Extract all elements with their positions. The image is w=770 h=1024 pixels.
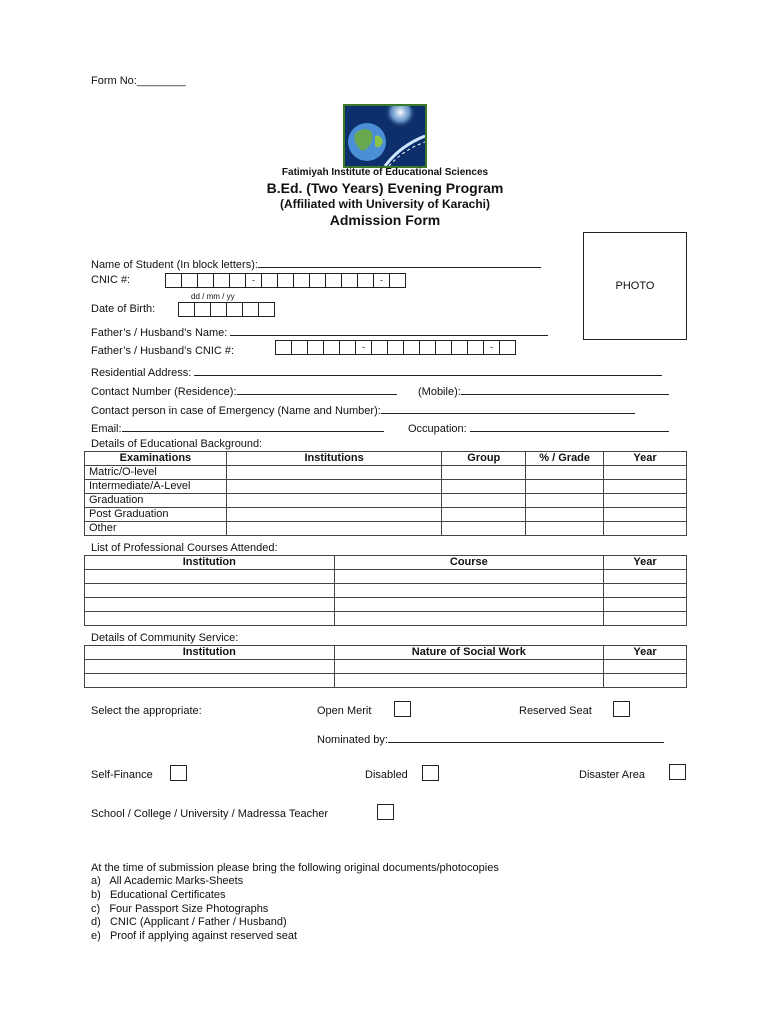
- form-no-label: Form No:________: [91, 75, 186, 87]
- cnic-input[interactable]: - -: [166, 273, 406, 288]
- dob-input[interactable]: [179, 302, 275, 317]
- occupation-field[interactable]: Occupation:: [408, 420, 669, 435]
- list-item: e) Proof if applying against reserved seat: [91, 930, 298, 942]
- reserved-seat-checkbox[interactable]: [613, 701, 630, 717]
- header-course: Course: [334, 556, 604, 570]
- table-row[interactable]: [85, 612, 687, 626]
- emergency-contact-field[interactable]: Contact person in case of Emergency (Name and Number):: [91, 402, 635, 417]
- table-row[interactable]: [85, 660, 687, 674]
- table-header-row: [85, 556, 687, 570]
- email-field[interactable]: Email:: [91, 420, 384, 435]
- program-title: B.Ed. (Two Years) Evening Program: [266, 180, 504, 196]
- photo-box[interactable]: [583, 232, 687, 340]
- header-examinations: Examinations: [85, 452, 227, 466]
- select-appropriate-label: Select the appropriate:: [91, 705, 202, 717]
- address-field[interactable]: Residential Address:: [91, 364, 662, 379]
- header-social-work: Nature of Social Work: [334, 646, 604, 660]
- disabled-checkbox[interactable]: [422, 765, 439, 781]
- father-name-field[interactable]: Father’s / Husband’s Name:: [91, 324, 548, 339]
- father-cnic-label: Father’s / Husband’s CNIC #:: [91, 345, 235, 357]
- header-grade: % / Grade: [526, 452, 604, 466]
- table-row[interactable]: Other: [85, 522, 687, 536]
- disaster-area-label: Disaster Area: [579, 769, 646, 781]
- documents-intro: At the time of submission please bring the following original documents/photocopies: [91, 862, 499, 874]
- globe-logo-icon: [345, 106, 425, 166]
- community-heading: Details of Community Service:: [91, 632, 239, 644]
- header-institution: Institution: [85, 556, 335, 570]
- nominated-by-field[interactable]: Nominated by:: [317, 731, 664, 746]
- education-table: [84, 451, 687, 536]
- list-item: a) All Academic Marks-Sheets: [91, 875, 244, 887]
- header-year: Year: [604, 556, 687, 570]
- institute-logo: [343, 104, 427, 168]
- table-row[interactable]: [85, 570, 687, 584]
- institute-name: Fatimiyah Institute of Educational Sciences: [281, 167, 489, 178]
- dob-format-hint: dd / mm / yy: [191, 292, 235, 301]
- community-table: [84, 645, 687, 688]
- reserved-seat-label: Reserved Seat: [519, 705, 592, 717]
- courses-table: [84, 555, 687, 626]
- teacher-checkbox[interactable]: [377, 804, 394, 820]
- open-merit-label: Open Merit: [317, 705, 372, 717]
- table-row[interactable]: Graduation: [85, 494, 687, 508]
- disabled-label: Disabled: [365, 769, 408, 781]
- contact-residence-field[interactable]: Contact Number (Residence):: [91, 383, 397, 398]
- list-item: c) Four Passport Size Photographs: [91, 903, 269, 915]
- student-name-field[interactable]: Name of Student (In block letters):: [91, 256, 541, 271]
- form-title: Admission Form: [329, 212, 441, 228]
- photo-label: PHOTO: [615, 280, 655, 292]
- self-finance-checkbox[interactable]: [170, 765, 187, 781]
- table-row[interactable]: Matric/O-level: [85, 466, 687, 480]
- header-year: Year: [604, 452, 687, 466]
- open-merit-checkbox[interactable]: [394, 701, 411, 717]
- edu-heading: Details of Educational Background:: [91, 438, 263, 450]
- header-year: Year: [604, 646, 687, 660]
- table-row[interactable]: Post Graduation: [85, 508, 687, 522]
- mobile-field[interactable]: (Mobile):: [418, 383, 669, 398]
- table-row[interactable]: Intermediate/A-Level: [85, 480, 687, 494]
- table-header-row: [85, 452, 687, 466]
- table-row[interactable]: [85, 674, 687, 688]
- header-institution: Institution: [85, 646, 335, 660]
- table-row[interactable]: [85, 584, 687, 598]
- table-header-row: [85, 646, 687, 660]
- header-institutions: Institutions: [226, 452, 442, 466]
- cnic-label: CNIC #:: [91, 274, 131, 286]
- courses-heading: List of Professional Courses Attended:: [91, 542, 278, 554]
- father-cnic-input[interactable]: - -: [276, 340, 516, 355]
- header-group: Group: [442, 452, 526, 466]
- table-row[interactable]: [85, 598, 687, 612]
- disaster-area-checkbox[interactable]: [669, 764, 686, 780]
- affiliation: (Affiliated with University of Karachi): [279, 197, 491, 211]
- self-finance-label: Self-Finance: [91, 769, 153, 781]
- list-item: d) CNIC (Applicant / Father / Husband): [91, 916, 287, 928]
- dob-label: Date of Birth:: [91, 303, 156, 315]
- teacher-label: School / College / University / Madressa Teacher: [91, 808, 329, 820]
- list-item: b) Educational Certificates: [91, 889, 226, 901]
